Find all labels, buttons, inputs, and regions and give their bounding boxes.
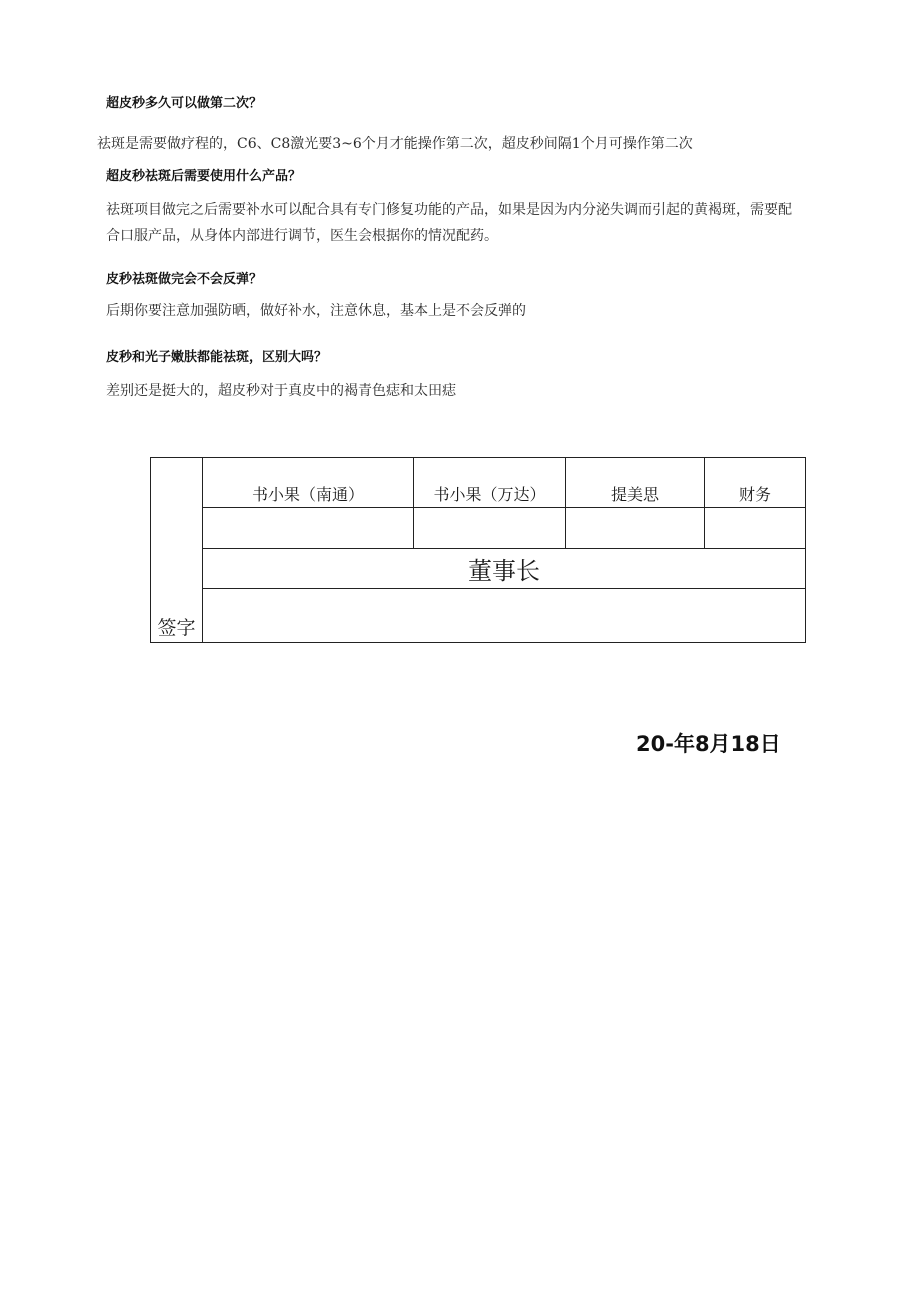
faq-answer-4: 差别还是挺大的，超皮秒对于真皮中的褐青色痣和太田痣 bbox=[106, 383, 456, 399]
column-header-finance: 财务 bbox=[705, 458, 806, 508]
signature-cell-wanda[interactable] bbox=[414, 508, 566, 549]
faq-answer-3: 后期你要注意加强防晒，做好补水，注意休息，基本上是不会反弹的 bbox=[106, 303, 526, 319]
signature-table bbox=[150, 457, 806, 643]
column-header-timeisi: 提美思 bbox=[566, 458, 705, 508]
document-date: 20-年8月18日 bbox=[636, 732, 781, 756]
signature-cell-finance[interactable] bbox=[705, 508, 806, 549]
signature-cell-nantong[interactable] bbox=[203, 508, 414, 549]
chairman-header: 董事长 bbox=[203, 549, 806, 589]
signature-cell-timeisi[interactable] bbox=[566, 508, 705, 549]
column-header-nantong: 书小果（南通） bbox=[203, 458, 414, 508]
column-header-wanda: 书小果（万达） bbox=[414, 458, 566, 508]
faq-question-4: 皮秒和光子嫩肤都能祛斑，区别大吗？ bbox=[106, 350, 328, 365]
faq-question-1: 超皮秒多久可以做第二次？ bbox=[106, 96, 263, 111]
faq-answer-2: 祛斑项目做完之后需要补水可以配合具有专门修复功能的产品，如果是因为内分泌失调而引起的黄褐斑，需要配合口服产品，从身体内部进行调节，医生会根据你的情况配药。 bbox=[106, 202, 792, 244]
faq-question-3: 皮秒祛斑做完会不会反弹？ bbox=[106, 272, 263, 287]
signature-label: 签字 bbox=[151, 458, 203, 643]
faq-question-2: 超皮秒祛斑后需要使用什么产品？ bbox=[106, 169, 302, 184]
faq-answer-1: 祛斑是需要做疗程的，C6、C8激光要3~6个月才能操作第二次，超皮秒间隔1个月可操作第二次 bbox=[97, 136, 693, 152]
signature-cell-chairman[interactable] bbox=[203, 589, 806, 643]
